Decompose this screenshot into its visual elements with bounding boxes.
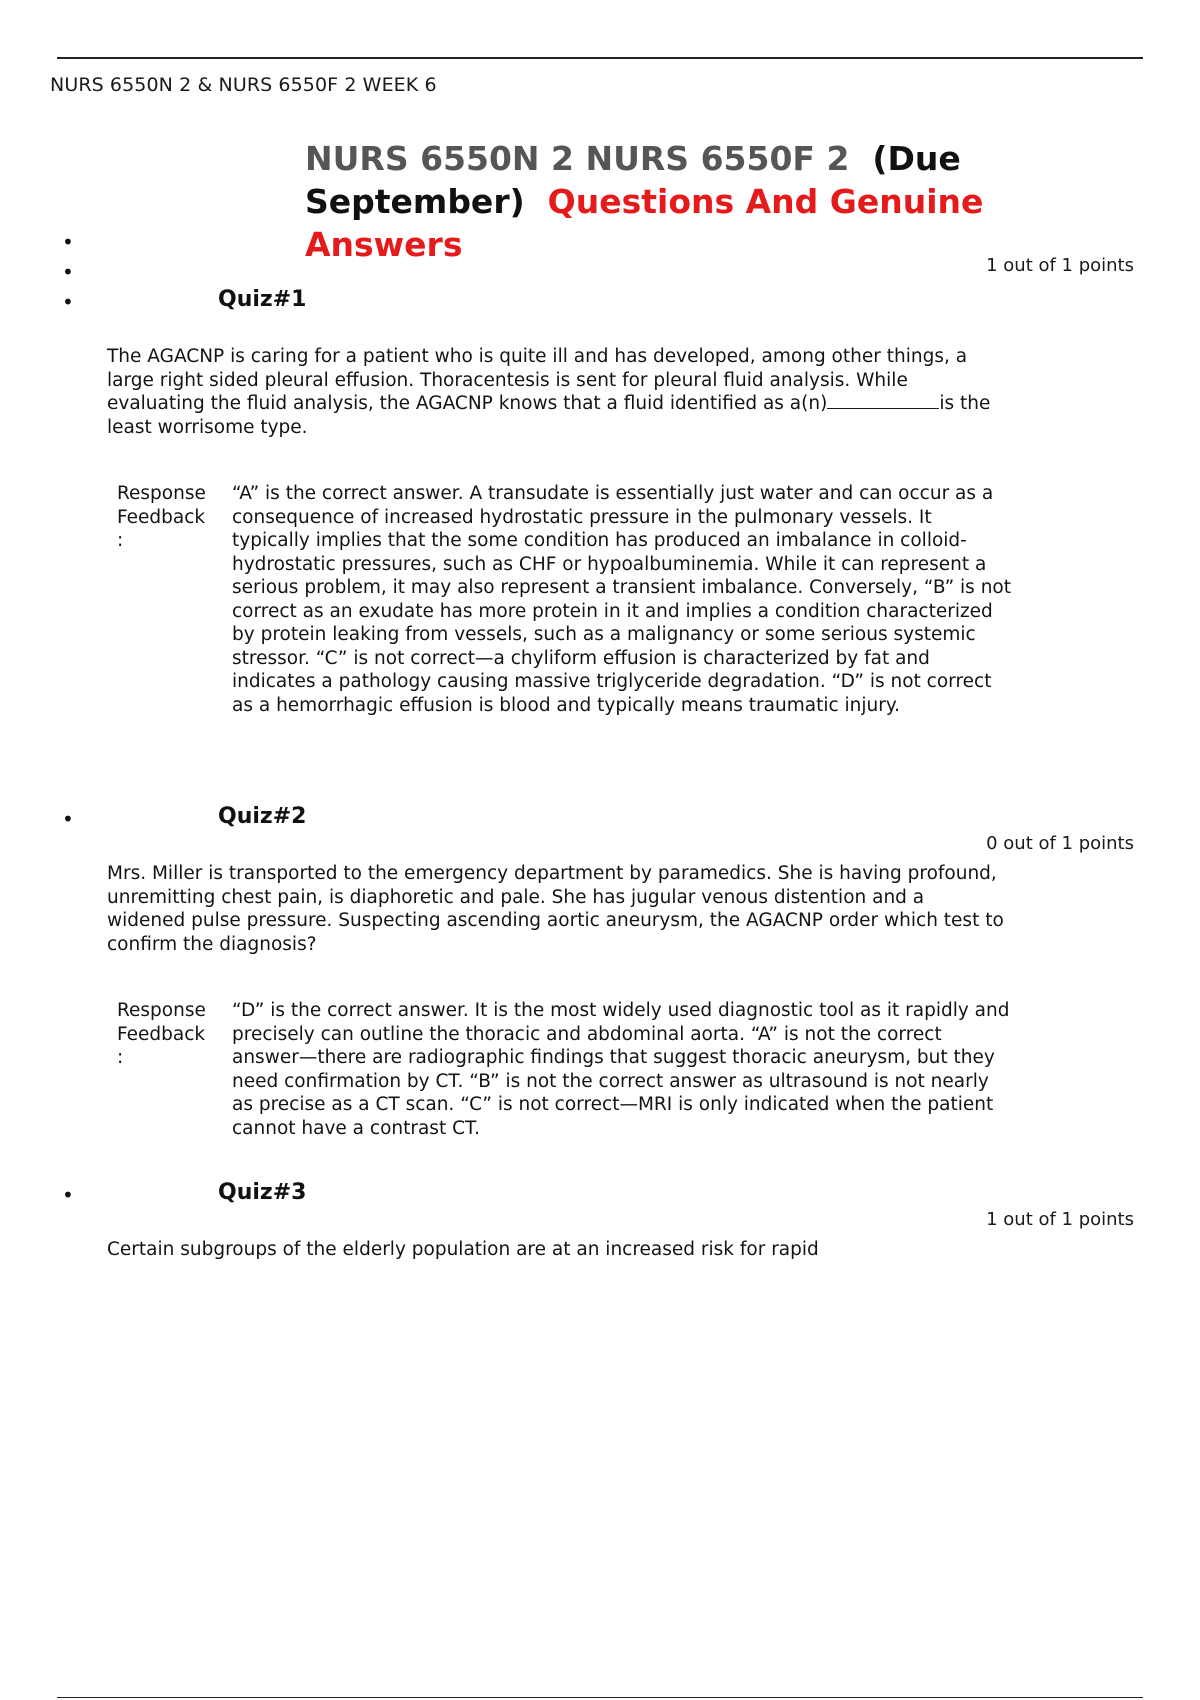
quiz-1-question <box>107 345 1007 439</box>
title-highlight: Questions And Genuine Answers <box>305 182 984 264</box>
bottom-rule <box>57 1697 1143 1698</box>
document-title <box>305 137 1125 266</box>
quiz-2-feedback-label <box>117 999 217 1070</box>
running-header: NURS 6550N 2 & NURS 6550F 2 WEEK 6 <box>50 74 437 96</box>
quiz-2-feedback: “D” is the correct answer. It is the most widely used diagnostic tool as it rapidly and precisely can outline the thoracic and abdominal aorta. “A” is not the correct answer—there are radiographic findings that suggest thoracic aneurysm, but they need confirmation by CT. “B” is not the correct answer as ultrasound is not nearly as precise as a CT scan. “C” is not correct—MRI is only indicated when the patient cannot have a contrast CT. <box>232 1000 1010 1139</box>
quiz-3-points: 1 out of 1 points <box>986 1209 1134 1230</box>
feedback-label-line: : <box>117 530 124 551</box>
bullet-point: • <box>62 230 74 254</box>
quiz-2-question: Mrs. Miller is transported to the emergency department by paramedics. She is having profound, unremitting chest pain, is diaphoretic and pale. She has jugular venous distention and a widened pulse pressure. Suspecting ascending aortic aneurysm, the AGACNP order which test to confirm the diagnosis? <box>107 863 1004 955</box>
title-course-code: NURS 6550N 2 NURS 6550F 2 <box>305 139 850 178</box>
quiz-3-heading: Quiz#3 <box>218 1180 307 1205</box>
quiz-2-heading: Quiz#2 <box>218 804 307 829</box>
feedback-label-line: Feedback <box>117 506 206 528</box>
title-month: September) <box>305 182 525 221</box>
quiz-1-points: 1 out of 1 points <box>986 255 1134 276</box>
feedback-label-line: : <box>117 1047 124 1068</box>
feedback-label-line: Feedback <box>117 1023 206 1045</box>
bullet-point: • <box>62 807 74 831</box>
quiz-1-feedback-label <box>117 482 217 553</box>
bullet-point: • <box>62 260 74 284</box>
quiz-1-question-text: The AGACNP is caring for a patient who is quite ill and has developed, among other things, a large right sided pleural effusion. Thoracentesis is sent for pleural fluid analysis. While evaluating the fluid analysis, the AGACNP knows that a fluid identified as a(n) <box>107 346 968 414</box>
quiz-3-question: Certain subgroups of the elderly population are at an increased risk for rapid <box>107 1239 819 1260</box>
answer-blank <box>827 393 939 409</box>
bullet-point: • <box>62 290 74 314</box>
feedback-label-line: Response <box>117 483 206 504</box>
quiz-1-heading: Quiz#1 <box>218 287 307 312</box>
title-due: (Due <box>872 139 961 178</box>
bullet-point: • <box>62 1183 74 1207</box>
quiz-1-question-tail: is the least worrisome type. <box>107 393 991 438</box>
quiz-2-points: 0 out of 1 points <box>986 833 1134 854</box>
quiz-1-feedback: “A” is the correct answer. A transudate is essentially just water and can occur as a consequence of increased hydrostatic pressure in the pulmonary vessels. It typically implies that the some condition has produced an imbalance in colloid-hydrostatic pressures, such as CHF or hypoalbuminemia. While it can represent a serious problem, it may also represent a transient imbalance. Conversely, “B” is not correct as an exudate has more protein in it and implies a condition characterized by protein leaking from vessels, such as a malignancy or some serious systemic stressor. “C” is not correct—a chyliform effusion is characterized by fat and indicates a pathology causing massive triglyceride degradation. “D” is not correct as a hemorrhagic effusion is blood and typically means traumatic injury. <box>232 483 1011 716</box>
top-rule <box>57 57 1143 59</box>
feedback-label-line: Response <box>117 1000 206 1021</box>
